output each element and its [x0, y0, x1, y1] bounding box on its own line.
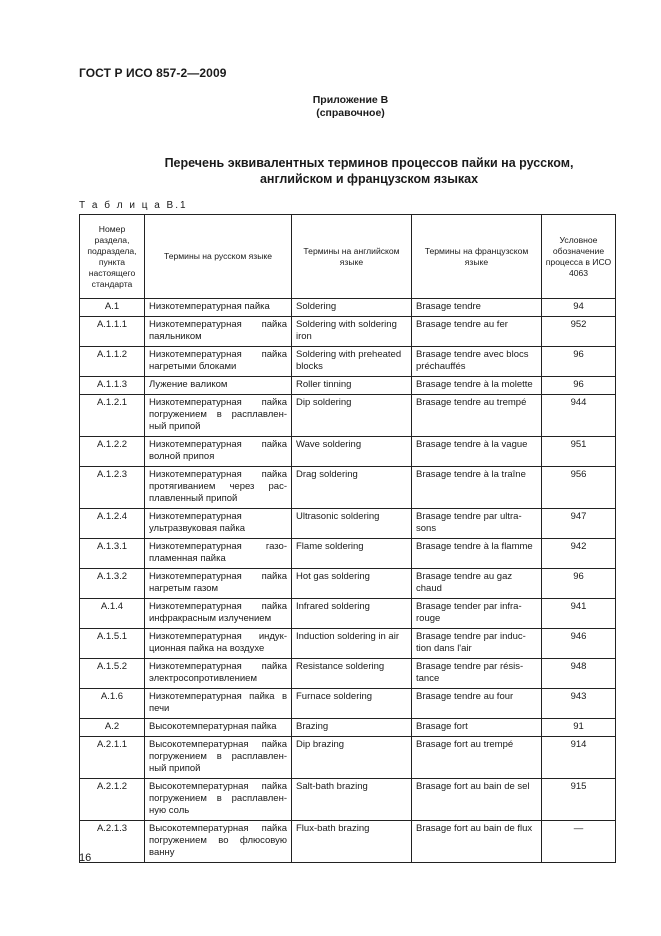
table-row [80, 437, 616, 467]
table-row [80, 395, 616, 437]
table-row [80, 737, 616, 779]
terms-table [79, 214, 616, 863]
table-row [80, 779, 616, 821]
table-header-row [80, 215, 616, 299]
cell-iso-code: 96 [542, 377, 616, 395]
cell-french-term: Brasage fort au bain de sel [412, 779, 542, 821]
cell-section-number: А.1.4 [80, 599, 145, 629]
cell-russian-term: Низкотемпературная пайка [145, 299, 292, 317]
document-title [79, 155, 639, 187]
table-row [80, 347, 616, 377]
cell-iso-code: — [542, 821, 616, 863]
cell-french-term: Brasage tendre à la flamme [412, 539, 542, 569]
cell-section-number: А.1.5.1 [80, 629, 145, 659]
cell-iso-code: 96 [542, 347, 616, 377]
cell-russian-term: Низкотемпературная индук-ционная пайка на воздухе [145, 629, 292, 659]
cell-russian-term: Низкотемпературная пайка электросопротивлением [145, 659, 292, 689]
cell-english-term: Salt-bath brazing [292, 779, 412, 821]
cell-english-term: Infrared soldering [292, 599, 412, 629]
cell-russian-term: Высокотемпературная пайка [145, 719, 292, 737]
header-english-term: Термины на английском языке [292, 215, 412, 299]
cell-russian-term: Высокотемпературная пайка погружением в расплавлен-ный припой [145, 737, 292, 779]
cell-french-term: Brasage tendre par ultra-sons [412, 509, 542, 539]
cell-french-term: Brasage tendre à la vague [412, 437, 542, 467]
table-row [80, 467, 616, 509]
cell-english-term: Flux-bath brazing [292, 821, 412, 863]
cell-russian-term: Низкотемпературная пайка волной припоя [145, 437, 292, 467]
cell-iso-code: 91 [542, 719, 616, 737]
cell-french-term: Brasage fort au trempé [412, 737, 542, 779]
cell-section-number: А.1.2.4 [80, 509, 145, 539]
table-row [80, 509, 616, 539]
table-row [80, 821, 616, 863]
cell-english-term: Flame soldering [292, 539, 412, 569]
cell-french-term: Brasage tender par infra-rouge [412, 599, 542, 629]
cell-russian-term: Низкотемпературная пайка инфракрасным излучением [145, 599, 292, 629]
table-row [80, 629, 616, 659]
cell-english-term: Furnace soldering [292, 689, 412, 719]
table-row [80, 539, 616, 569]
cell-section-number: А.1.6 [80, 689, 145, 719]
table-body [80, 299, 616, 863]
cell-iso-code: 944 [542, 395, 616, 437]
cell-iso-code: 94 [542, 299, 616, 317]
cell-russian-term: Высокотемпературная пайка погружением в расплавлен-ную соль [145, 779, 292, 821]
cell-section-number: А.1.1.3 [80, 377, 145, 395]
cell-section-number: А.1.1.2 [80, 347, 145, 377]
cell-english-term: Wave soldering [292, 437, 412, 467]
cell-english-term: Dip brazing [292, 737, 412, 779]
cell-russian-term: Лужение валиком [145, 377, 292, 395]
cell-french-term: Brasage tendre à la molette [412, 377, 542, 395]
cell-english-term: Soldering with soldering iron [292, 317, 412, 347]
cell-iso-code: 915 [542, 779, 616, 821]
cell-french-term: Brasage tendre à la traîne [412, 467, 542, 509]
cell-russian-term: Низкотемпературная пайка протягиванием через рас-плавленный припой [145, 467, 292, 509]
cell-section-number: А.1.2.2 [80, 437, 145, 467]
cell-french-term: Brasage tendre par induc-tion dans l'air [412, 629, 542, 659]
cell-french-term: Brasage tendre au gaz chaud [412, 569, 542, 599]
cell-iso-code: 942 [542, 539, 616, 569]
table-row [80, 317, 616, 347]
title-line-2: английском и французском языках [259, 172, 479, 186]
cell-russian-term: Низкотемпературная пайка в печи [145, 689, 292, 719]
cell-iso-code: 947 [542, 509, 616, 539]
cell-english-term: Dip soldering [292, 395, 412, 437]
cell-french-term: Brasage tendre au four [412, 689, 542, 719]
cell-section-number: А.1.2.3 [80, 467, 145, 509]
cell-section-number: А.1 [80, 299, 145, 317]
table-row [80, 599, 616, 629]
cell-iso-code: 946 [542, 629, 616, 659]
cell-section-number: А.2.1.2 [80, 779, 145, 821]
cell-french-term: Brasage tendre avec blocs préchauffés [412, 347, 542, 377]
cell-russian-term: Низкотемпературная ультразвуковая пайка [145, 509, 292, 539]
cell-iso-code: 948 [542, 659, 616, 689]
cell-french-term: Brasage fort [412, 719, 542, 737]
cell-section-number: А.2.1.1 [80, 737, 145, 779]
cell-french-term: Brasage tendre au fer [412, 317, 542, 347]
cell-iso-code: 943 [542, 689, 616, 719]
cell-section-number: А.2 [80, 719, 145, 737]
cell-russian-term: Низкотемпературная пайка погружением в расплавлен-ный припой [145, 395, 292, 437]
cell-iso-code: 96 [542, 569, 616, 599]
table-row [80, 659, 616, 689]
cell-french-term: Brasage tendre [412, 299, 542, 317]
cell-iso-code: 941 [542, 599, 616, 629]
cell-iso-code: 914 [542, 737, 616, 779]
table-caption: Т а б л и ц а В.1 [79, 200, 188, 211]
cell-russian-term: Низкотемпературная пайка нагретыми блоками [145, 347, 292, 377]
cell-section-number: А.2.1.3 [80, 821, 145, 863]
header-french-term: Термины на французском языке [412, 215, 542, 299]
cell-french-term: Brasage tendre par résis-tance [412, 659, 542, 689]
header-section-number: Номер раздела, подраздела, пункта настоящего стандарта [80, 215, 145, 299]
cell-section-number: А.1.1.1 [80, 317, 145, 347]
cell-iso-code: 951 [542, 437, 616, 467]
cell-english-term: Resistance soldering [292, 659, 412, 689]
appendix-heading [0, 94, 661, 120]
table-row [80, 719, 616, 737]
cell-section-number: А.1.2.1 [80, 395, 145, 437]
table-row [80, 569, 616, 599]
cell-english-term: Hot gas soldering [292, 569, 412, 599]
header-russian-term: Термины на русском языке [145, 215, 292, 299]
cell-section-number: А.1.3.1 [80, 539, 145, 569]
cell-english-term: Drag soldering [292, 467, 412, 509]
cell-english-term: Soldering with preheated blocks [292, 347, 412, 377]
cell-english-term: Brazing [292, 719, 412, 737]
cell-russian-term: Низкотемпературная пайка нагретым газом [145, 569, 292, 599]
cell-russian-term: Низкотемпературная газо-пламенная пайка [145, 539, 292, 569]
appendix-title: Приложение В [312, 94, 389, 106]
cell-french-term: Brasage fort au bain de flux [412, 821, 542, 863]
title-line-1: Перечень эквивалентных терминов процессов пайки на русском, [164, 156, 574, 170]
cell-english-term: Roller tinning [292, 377, 412, 395]
cell-russian-term: Низкотемпературная пайка паяльником [145, 317, 292, 347]
cell-iso-code: 952 [542, 317, 616, 347]
appendix-note: (справочное) [316, 107, 385, 119]
header-iso-code: Условное обозначение процесса в ИСО 4063 [542, 215, 616, 299]
cell-english-term: Ultrasonic soldering [292, 509, 412, 539]
table-row [80, 689, 616, 719]
cell-section-number: А.1.5.2 [80, 659, 145, 689]
table-row [80, 377, 616, 395]
cell-iso-code: 956 [542, 467, 616, 509]
cell-english-term: Soldering [292, 299, 412, 317]
table-row [80, 299, 616, 317]
standard-header: ГОСТ Р ИСО 857-2—2009 [79, 66, 227, 80]
cell-section-number: А.1.3.2 [80, 569, 145, 599]
page-number: 16 [79, 852, 92, 864]
cell-english-term: Induction soldering in air [292, 629, 412, 659]
cell-french-term: Brasage tendre au trempé [412, 395, 542, 437]
cell-russian-term: Высокотемпературная пайка погружением во флюсовую ванну [145, 821, 292, 863]
